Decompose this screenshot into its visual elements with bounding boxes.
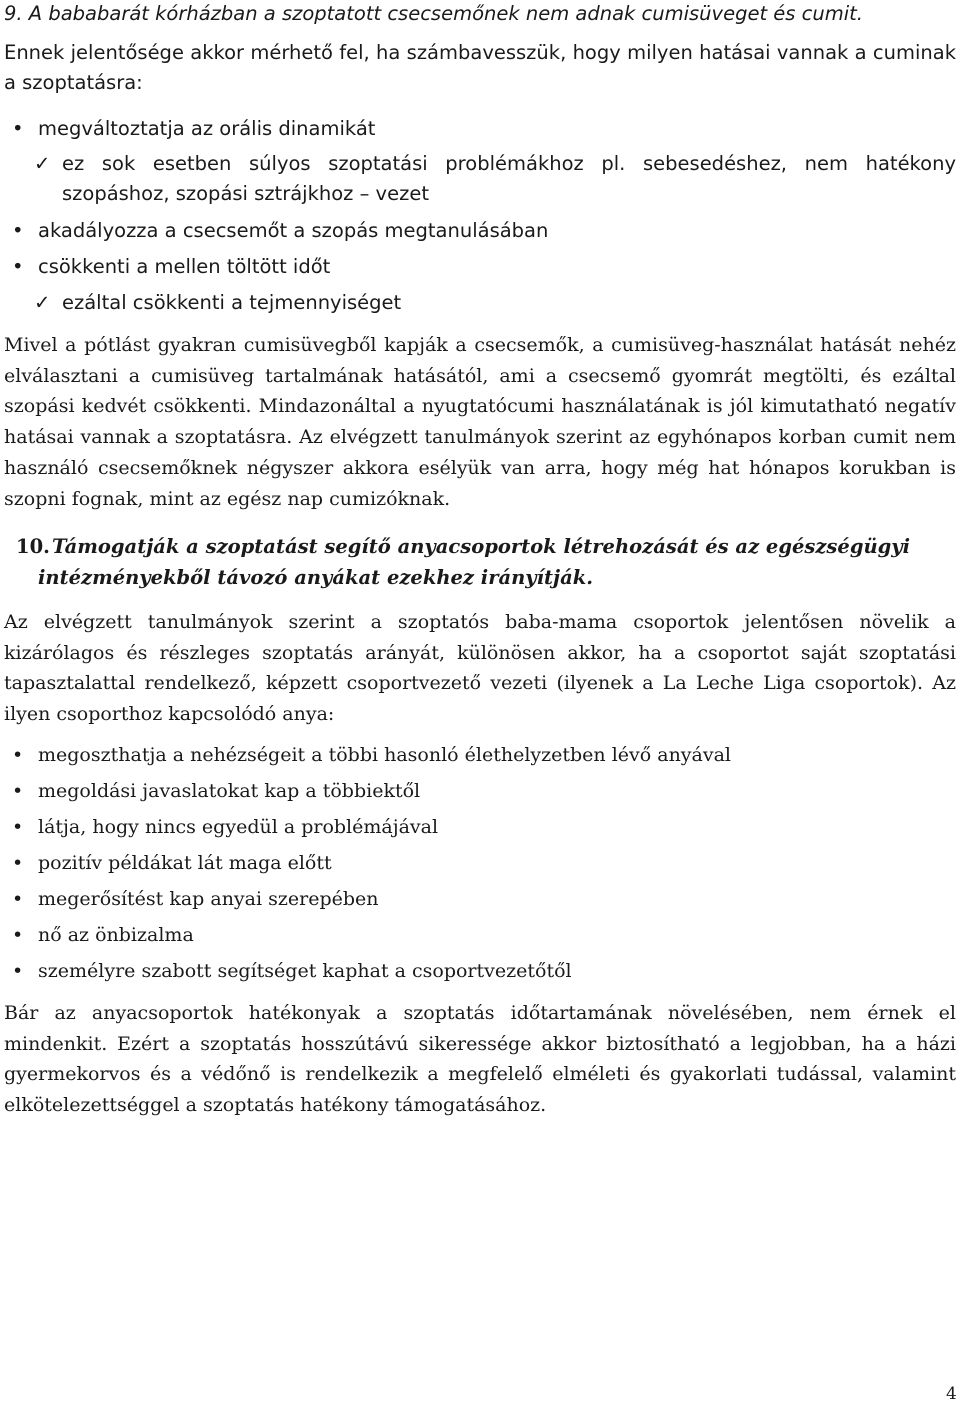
check-item-text: ezáltal csökkenti a tejmennyiséget bbox=[62, 291, 402, 314]
section-10-heading bbox=[16, 531, 916, 593]
section-10-number: 10. bbox=[16, 535, 50, 558]
section-9-heading: 9. A bababarát kórházban a szoptatott csecsemőnek nem adnak cumisüveget és cumit. bbox=[4, 2, 863, 25]
list-item-text: csökkenti a mellen töltött időt bbox=[38, 255, 331, 278]
bullet-icon: • bbox=[12, 255, 24, 278]
list-item-text: megváltoztatja az orális dinamikát bbox=[38, 117, 376, 140]
checkmark-icon: ✓ bbox=[34, 291, 51, 314]
list-item-text: megoldási javaslatokat kap a többiektől bbox=[38, 780, 421, 802]
section-10-heading-line2: intézményekből távozó anyákat ezekhez irányítják. bbox=[38, 566, 594, 589]
bullet-icon: • bbox=[12, 219, 24, 242]
check-item bbox=[0, 288, 956, 318]
section-10-paragraph: Az elvégzett tanulmányok szerint a szoptatós baba-mama csoportok jelentősen növelik a kizárólagos és részleges szoptatás arányát, különösen akkor, ha a csoportot saját szoptatási tapasztalattal rendelkező, képzett csoportvezető vezeti (ilyenek a La Leche Liga csoportok). Az ilyen csoporthoz kapcsolódó anya: bbox=[4, 611, 956, 726]
section-10-heading-line1: Támogatják a szoptatást segítő anyacsoportok létrehozását és az egészségügyi bbox=[52, 535, 910, 558]
list-item-text: pozitív példákat lát maga előtt bbox=[38, 852, 332, 874]
check-item bbox=[0, 149, 956, 209]
section-9-paragraph: Mivel a pótlást gyakran cumisüvegből kapják a csecsemők, a cumisüveg-használat hatását nehéz elválasztani a cumisüveg tartalmának hatásától, ami a csecsemő gyomrát megtölti, és ezáltal szopási kedvét csökkenti. Mindazonáltal a nyugtatócumi használatának is jól kimutatható negatív hatásai vannak a szoptatásra. Az elvégzett tanulmányok szerint az egyhónapos korban cumit nem használó csecsemőknek négyszer akkora esélyük van arra, hogy még hat hónapos korukban is szopni fognak, mint az egész nap cumizóknak. bbox=[4, 334, 956, 510]
list-item-text: személyre szabott segítséget kaphat a csoportvezetőtől bbox=[38, 960, 572, 982]
list-item-text: akadályozza a csecsemőt a szopás megtanulásában bbox=[38, 219, 549, 242]
list-item-text: látja, hogy nincs egyedül a problémájával bbox=[38, 816, 439, 838]
bullet-icon: • bbox=[12, 816, 24, 838]
list-item-text: nő az önbizalma bbox=[38, 924, 194, 946]
bullet-icon: • bbox=[12, 117, 24, 140]
section-9-intro: Ennek jelentősége akkor mérhető fel, ha számbavesszük, hogy milyen hatásai vannak a cuminak a szoptatásra: bbox=[4, 41, 956, 94]
bullet-icon: • bbox=[12, 960, 24, 982]
checkmark-icon: ✓ bbox=[34, 152, 51, 175]
bullet-icon: • bbox=[12, 744, 24, 766]
list-item-text: megoszthatja a nehézségeit a többi hasonló élethelyzetben lévő anyával bbox=[38, 744, 731, 766]
bullet-icon: • bbox=[12, 888, 24, 910]
section-10-closing-paragraph: Bár az anyacsoportok hatékonyak a szoptatás időtartamának növelésében, nem érnek el mindenkit. Ezért a szoptatás hosszútávú sikeressége akkor biztosítható a legjobban, ha a házi gyermekorvos és a védőnő is rendelkezik a megfelelő elméleti és gyakorlati tudással, valamint elkötelezettséggel a szoptatás hatékony támogatásához. bbox=[4, 1002, 956, 1117]
bullet-icon: • bbox=[12, 852, 24, 874]
check-item-text: ez sok esetben súlyos szoptatási problémákhoz pl. sebesedéshez, nem hatékony szopáshoz, szopási sztrájkhoz – vezet bbox=[62, 152, 956, 205]
bullet-icon: • bbox=[12, 924, 24, 946]
bullet-icon: • bbox=[12, 780, 24, 802]
page-number: 4 bbox=[946, 1384, 957, 1404]
list-item-text: megerősítést kap anyai szerepében bbox=[38, 888, 379, 910]
